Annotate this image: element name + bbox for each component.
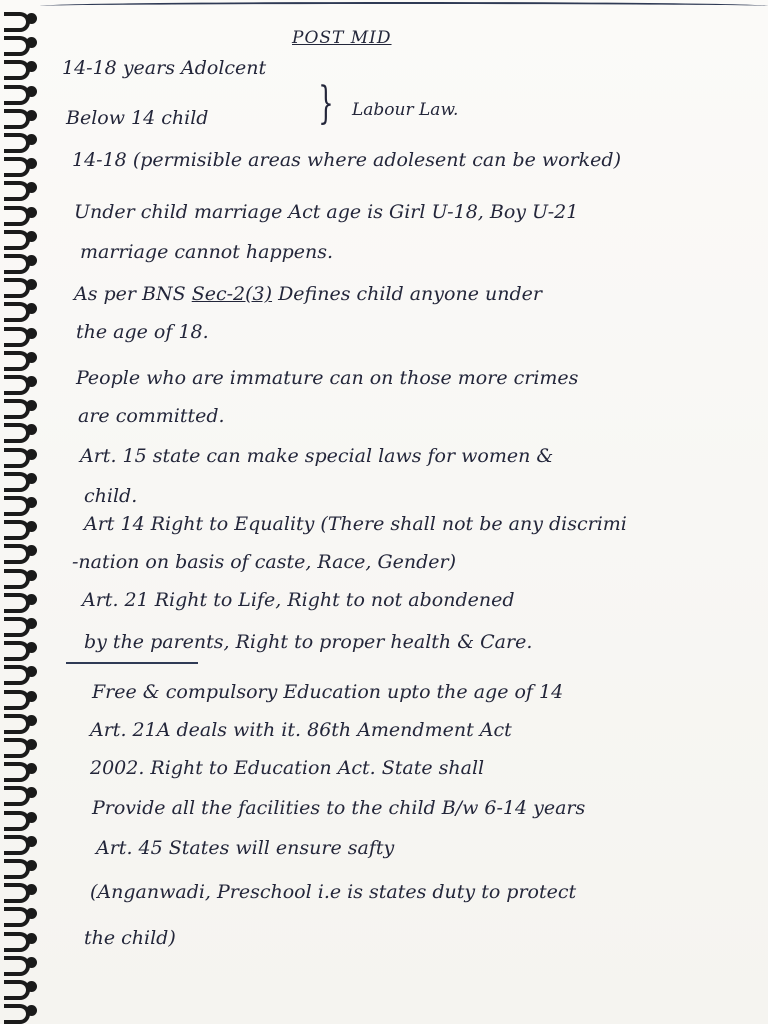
binding-ring: [4, 567, 38, 583]
bns-prefix: As per BNS: [74, 283, 186, 305]
binding-ring: [4, 784, 38, 800]
binding-hole: [26, 134, 37, 145]
section-divider: [66, 662, 198, 664]
brace-label: Labour Law.: [352, 100, 459, 120]
binding-ring: [4, 881, 38, 897]
binding-ring: [4, 155, 38, 171]
binding-hole: [26, 37, 37, 48]
binding-ring: [4, 204, 38, 220]
binding-ring: [4, 34, 38, 50]
binding-ring: [4, 688, 38, 704]
binding-ring: [4, 930, 38, 946]
note-line-1: 14-18 years Adolcent: [62, 57, 267, 79]
binding-hole: [26, 61, 37, 72]
binding-hole: [26, 836, 37, 847]
note-line-3: 14-18 (permisible areas where adolesent can be worked): [72, 149, 622, 171]
binding-hole: [26, 449, 37, 460]
binding-hole: [26, 521, 37, 532]
binding-hole: [26, 908, 37, 919]
binding-hole: [26, 207, 37, 218]
binding-ring: [4, 591, 38, 607]
binding-ring: [4, 10, 38, 26]
binding-hole: [26, 763, 37, 774]
binding-ring: [4, 421, 38, 437]
binding-hole: [26, 739, 37, 750]
binding-hole: [26, 884, 37, 895]
binding-ring: [4, 325, 38, 341]
note-line-10: Art. 15 state can make special laws for women &: [80, 445, 554, 467]
binding-ring: [4, 663, 38, 679]
binding-ring: [4, 373, 38, 389]
binding-hole: [26, 86, 37, 97]
binding-ring: [4, 954, 38, 970]
binding-hole: [26, 715, 37, 726]
note-line-14: Art. 21 Right to Life, Right to not abondened: [82, 589, 515, 611]
note-line-18: 2002. Right to Education Act. State shall: [90, 757, 485, 779]
note-line-5: marriage cannot happens.: [80, 241, 334, 263]
binding-hole: [26, 376, 37, 387]
binding-ring: [4, 760, 38, 776]
binding-hole: [26, 981, 37, 992]
binding-ring: [4, 712, 38, 728]
binding-ring: [4, 300, 38, 316]
top-rule: [40, 2, 768, 7]
binding-hole: [26, 182, 37, 193]
binding-hole: [26, 666, 37, 677]
binding-ring: [4, 615, 38, 631]
binding-hole: [26, 158, 37, 169]
binding-hole: [26, 473, 37, 484]
binding-hole: [26, 400, 37, 411]
binding-ring: [4, 833, 38, 849]
note-line-16: Free & compulsory Education upto the age of 14: [92, 681, 564, 703]
binding-ring: [4, 470, 38, 486]
binding-ring: [4, 107, 38, 123]
binding-hole: [26, 545, 37, 556]
binding-ring: [4, 905, 38, 921]
note-line-20: Art. 45 States will ensure safty: [96, 837, 395, 859]
binding-ring: [4, 518, 38, 534]
note-line-4: Under child marriage Act age is Girl U-18, Boy U-21: [74, 201, 579, 223]
binding-hole: [26, 787, 37, 798]
binding-ring: [4, 58, 38, 74]
page-title: POST MID: [292, 28, 392, 48]
bns-section: Sec-2(3): [191, 283, 273, 305]
binding-ring: [4, 228, 38, 244]
binding-hole: [26, 642, 37, 653]
note-line-11: child.: [84, 485, 138, 507]
binding-hole: [26, 1005, 37, 1016]
binding-ring: [4, 1002, 38, 1018]
brace-symbol: }: [318, 78, 334, 129]
binding-hole: [26, 497, 37, 508]
binding-ring: [4, 978, 38, 994]
binding-hole: [26, 933, 37, 944]
binding-ring: [4, 252, 38, 268]
binding-ring: [4, 494, 38, 510]
binding-hole: [26, 231, 37, 242]
binding-ring: [4, 83, 38, 99]
binding-hole: [26, 812, 37, 823]
note-line-9: are committed.: [78, 405, 225, 427]
note-line-15: by the parents, Right to proper health & Care.: [84, 631, 533, 653]
note-line-22: the child): [84, 927, 176, 949]
binding-ring: [4, 349, 38, 365]
binding-ring: [4, 397, 38, 413]
binding-hole: [26, 860, 37, 871]
note-line-6: [74, 282, 542, 306]
note-line-12: Art 14 Right to Equality (There shall not be any discrimi: [84, 513, 627, 535]
binding-ring: [4, 809, 38, 825]
note-line-19: Provide all the facilities to the child B/w 6-14 years: [92, 797, 586, 819]
binding-hole: [26, 424, 37, 435]
binding-hole: [26, 110, 37, 121]
binding-ring: [4, 446, 38, 462]
note-line-17: Art. 21A deals with it. 86th Amendment Act: [90, 719, 512, 741]
binding-hole: [26, 303, 37, 314]
binding-hole: [26, 594, 37, 605]
binding-hole: [26, 352, 37, 363]
note-line-13: -nation on basis of caste, Race, Gender): [72, 551, 457, 573]
bns-definition: Defines child anyone under: [278, 283, 542, 305]
binding-ring: [4, 179, 38, 195]
binding-ring: [4, 639, 38, 655]
binding-hole: [26, 691, 37, 702]
binding-hole: [26, 13, 37, 24]
binding-ring: [4, 736, 38, 752]
binding-ring: [4, 542, 38, 558]
binding-hole: [26, 570, 37, 581]
note-line-2: Below 14 child: [66, 107, 209, 129]
binding-hole: [26, 255, 37, 266]
note-line-7: the age of 18.: [76, 321, 209, 343]
note-line-8: People who are immature can on those more crimes: [76, 367, 579, 389]
binding-ring: [4, 276, 38, 292]
binding-hole: [26, 328, 37, 339]
spiral-binding: [0, 0, 50, 1024]
binding-ring: [4, 131, 38, 147]
note-line-21: (Anganwadi, Preschool i.e is states duty to protect: [90, 881, 577, 903]
binding-ring: [4, 857, 38, 873]
binding-hole: [26, 618, 37, 629]
binding-hole: [26, 279, 37, 290]
binding-hole: [26, 957, 37, 968]
